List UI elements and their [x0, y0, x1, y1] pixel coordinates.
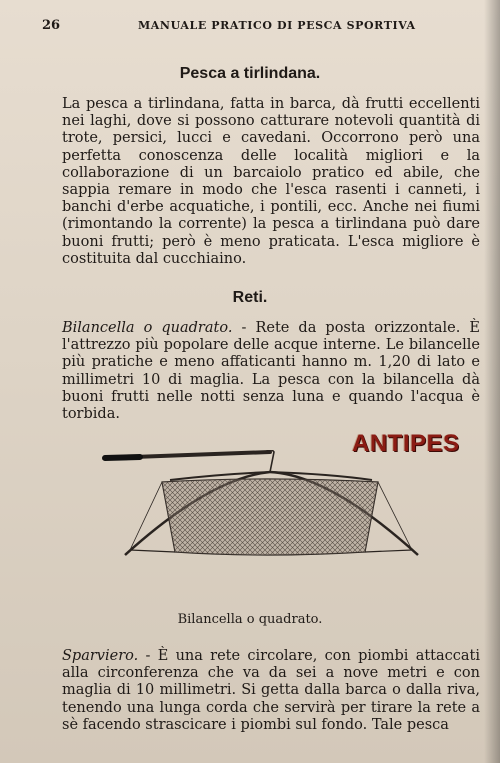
bilancella-illustration [100, 450, 430, 570]
watermark-logo: ANTIPES [352, 430, 460, 457]
bilancella-lead: Bilancella o quadrato. [62, 320, 233, 336]
paragraph-tirlindana: La pesca a tirlindana, fatta in barca, dà frutti eccellenti nei laghi, dove si possono catturare notevoli quantità di trote, persici, lucci e cavedani. Occorrono però una perfetta conoscenza delle località migliori e la collaborazione di un barcaiolo pratico ed abile, che sappia remare in modo che l'esca rasenti i canneti, i banchi d'erbe acquatiche, i pontili, ecc. Anche nei fiumi (rimontando la corrente) la pesca a tirlindana può dare buoni frutti; però è meno praticata. L'esca migliore è costituita dal cucchiaino. [62, 96, 480, 267]
figure-caption: Bilancella o quadrato. [177, 612, 323, 627]
paragraph-bilancella [62, 320, 480, 423]
page-header [42, 18, 462, 36]
section-title-reti: Reti. [232, 289, 268, 306]
section-title-tirlindana: Pesca a tirlindana. [179, 65, 321, 82]
page-edge-shadow [484, 0, 500, 763]
paragraph-sparviero [62, 648, 480, 734]
fishing-net-drawing [100, 450, 430, 570]
sparviero-text: - È una rete circolare, con piombi attaccati alla circonferenza che va da sei a nove metri e con maglia di 10 millimetri. Si getta dalla barca o dalla riva, tenendo una lunga corda che servirà per tirare la rete a sè facendo strascicare i piombi sul fondo. Tale pesca [62, 648, 480, 733]
running-title: MANUALE PRATICO DI PESCA SPORTIVA [138, 19, 416, 32]
bilancella-text: - Rete da posta orizzontale. È l'attrezzo più popolare delle acque interne. Le bilancelle più pratiche e meno affaticanti hanno m. 1,20 di lato e millimetri 10 di maglia. La pesca con la bilancella dà buoni frutti nelle notti senza luna e quando l'acqua è torbida. [62, 320, 480, 423]
page-number: 26 [42, 18, 61, 33]
sparviero-lead: Sparviero. [62, 648, 139, 664]
